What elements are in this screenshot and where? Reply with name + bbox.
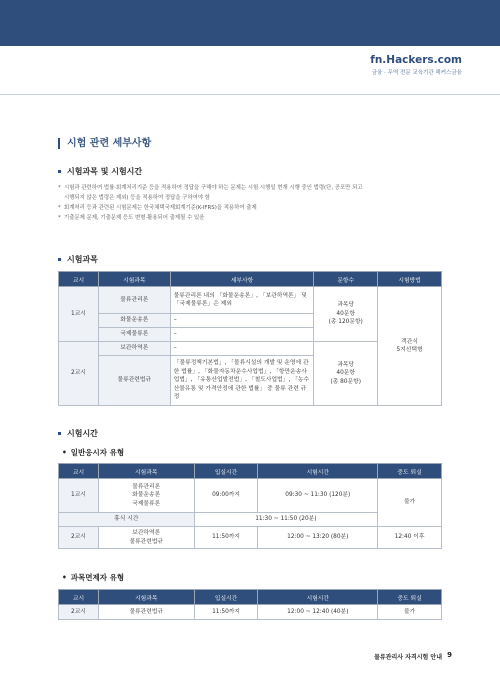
table-header: 세부사항 <box>170 272 314 287</box>
count-line: (총 120문항) <box>328 319 363 326</box>
table-header: 시험방법 <box>378 272 442 287</box>
count-line: 과목당 <box>337 361 355 368</box>
period-cell: 2교시 <box>59 342 99 406</box>
table-row <box>59 479 442 513</box>
period-cell: 2교시 <box>59 605 99 620</box>
note-item: * 기출문제 문제, 기출문제 등도 변형·활용되어 출제될 수 있음 <box>58 213 458 223</box>
table-header: 시험과목 <box>98 590 194 605</box>
exam-time-cell: 12:00 ~ 13:20 (80분) <box>258 527 378 549</box>
detail-cell: – <box>170 328 314 342</box>
subheading-subjects-and-times: 시험과목 및 시험시간 <box>58 166 142 177</box>
table-header-row <box>59 272 442 287</box>
method-cell <box>378 287 442 406</box>
table-header: 시험시간 <box>258 464 378 479</box>
table-header: 시험과목 <box>98 464 194 479</box>
subjects-table <box>58 271 442 406</box>
table-row <box>59 605 442 620</box>
count-line: 과목당 <box>337 302 355 309</box>
exam-time-cell: 12:00 ~ 12:40 (40분) <box>258 605 378 620</box>
detail-cell: – <box>170 342 314 356</box>
note-item: * 시험과 관련하여 법률·회계처리기준 등을 적용하여 정답을 구해야 하는 문제는 시험 시행일 현재 시행 중인 법령(단, 공포만 되고 <box>58 183 458 193</box>
subject-cell <box>98 479 194 513</box>
subject-cell <box>98 527 194 549</box>
count-cell <box>314 342 378 406</box>
note-item-continued: 시행되지 않은 법령은 제외) 등을 적용하여 정답을 구하여야 함 <box>64 195 210 201</box>
subject-line: 물류관련법규 <box>129 538 164 545</box>
count-line: 40문항 <box>336 370 355 377</box>
table-header: 시험과목 <box>98 272 170 287</box>
period-cell: 2교시 <box>59 527 99 549</box>
subheading-exam-times: 시험시간 <box>58 428 98 439</box>
notes-list <box>58 183 458 223</box>
table-header: 교시 <box>59 464 99 479</box>
table-header-row <box>59 590 442 605</box>
early-exit-cell: 불가 <box>378 605 442 620</box>
table-header: 문항수 <box>314 272 378 287</box>
subject-cell: 물류관련법규 <box>98 605 194 620</box>
subheading-subjects: 시험과목 <box>58 254 98 265</box>
count-cell <box>314 287 378 342</box>
period-cell: 1교시 <box>59 287 99 342</box>
table-header: 중도 퇴실 <box>378 590 442 605</box>
general-applicant-label: • 일반응시자 유형 <box>62 447 124 458</box>
table-header: 시험시간 <box>258 590 378 605</box>
count-line: 40문항 <box>336 310 355 317</box>
table-header: 교시 <box>59 272 99 287</box>
table-header: 중도 퇴실 <box>378 464 442 479</box>
table-header: 입실시간 <box>194 464 258 479</box>
count-line: (총 80문항) <box>330 378 361 385</box>
detail-cell: 「물류정책기본법」, 「물류시설의 개발 및 운영에 관한 법률」, 「화물자동차운수사업법」, 「항만운송사업법」, 「유통산업발전법」, 「철도사업법」, 「농수산물유통 및 가격안정에 관한 법률」 중 물류 관련 규정 <box>170 356 314 406</box>
exam-time-cell: 09:30 ~ 11:30 (120분) <box>258 479 378 513</box>
entry-time-cell: 11:50까지 <box>194 527 258 549</box>
brand-name[interactable]: fn.Hackers.com <box>370 54 462 66</box>
table-row <box>59 287 442 314</box>
early-exit-cell: 12:40 이후 <box>378 527 442 549</box>
entry-time-cell: 09:00까지 <box>194 479 258 513</box>
header-band <box>0 0 500 46</box>
detail-cell: – <box>170 314 314 328</box>
footer-title: 물류관리사 자격시험 안내 <box>374 654 442 661</box>
page-number: 9 <box>447 651 452 659</box>
table-header-row <box>59 464 442 479</box>
period-cell: 1교시 <box>59 479 99 513</box>
entry-time-cell: 11:50까지 <box>194 605 258 620</box>
break-label-cell: 휴식 시간 <box>59 513 195 527</box>
brand-block <box>370 54 462 76</box>
subject-line: 물류관리론 <box>132 483 161 490</box>
note-item: * 회계처리 등과 관련된 시험문제는 한국채택국제회계기준(K-IFRS)을 적용하여 출제 <box>58 203 458 213</box>
method-line: 5지선택형 <box>396 347 423 353</box>
table-header: 입실시간 <box>194 590 258 605</box>
exempt-applicant-label: • 과목면제자 유형 <box>62 572 124 583</box>
subject-cell: 화물운송론 <box>98 314 170 328</box>
early-exit-cell: 불가 <box>378 479 442 527</box>
subject-line: 화물운송론 <box>132 492 161 499</box>
subject-cell: 보관하역론 <box>98 342 170 356</box>
section-title: 시험 관련 세부사항 <box>58 138 151 149</box>
subject-cell: 물류관련법규 <box>98 356 170 406</box>
brand-subtitle: 금융 · 무역 전문 교육기관 해커스금융 <box>371 70 462 76</box>
subject-line: 보관하역론 <box>132 530 161 536</box>
general-time-table <box>58 463 442 549</box>
table-header: 교시 <box>59 590 99 605</box>
subject-cell: 물류관리론 <box>98 287 170 314</box>
break-time-cell: 11:30 ~ 11:50 (20분) <box>194 513 378 527</box>
subject-cell: 국제물류론 <box>98 328 170 342</box>
subject-line: 국제물류론 <box>132 500 161 507</box>
exempt-time-table <box>58 589 442 620</box>
detail-cell: 물류관리론 내의 「화물운송론」, 「보관하역론」 및 「국제물류론」은 제외 <box>170 287 314 314</box>
table-row <box>59 527 442 549</box>
method-line: 객관식 <box>401 338 418 345</box>
header-divider <box>0 94 500 95</box>
